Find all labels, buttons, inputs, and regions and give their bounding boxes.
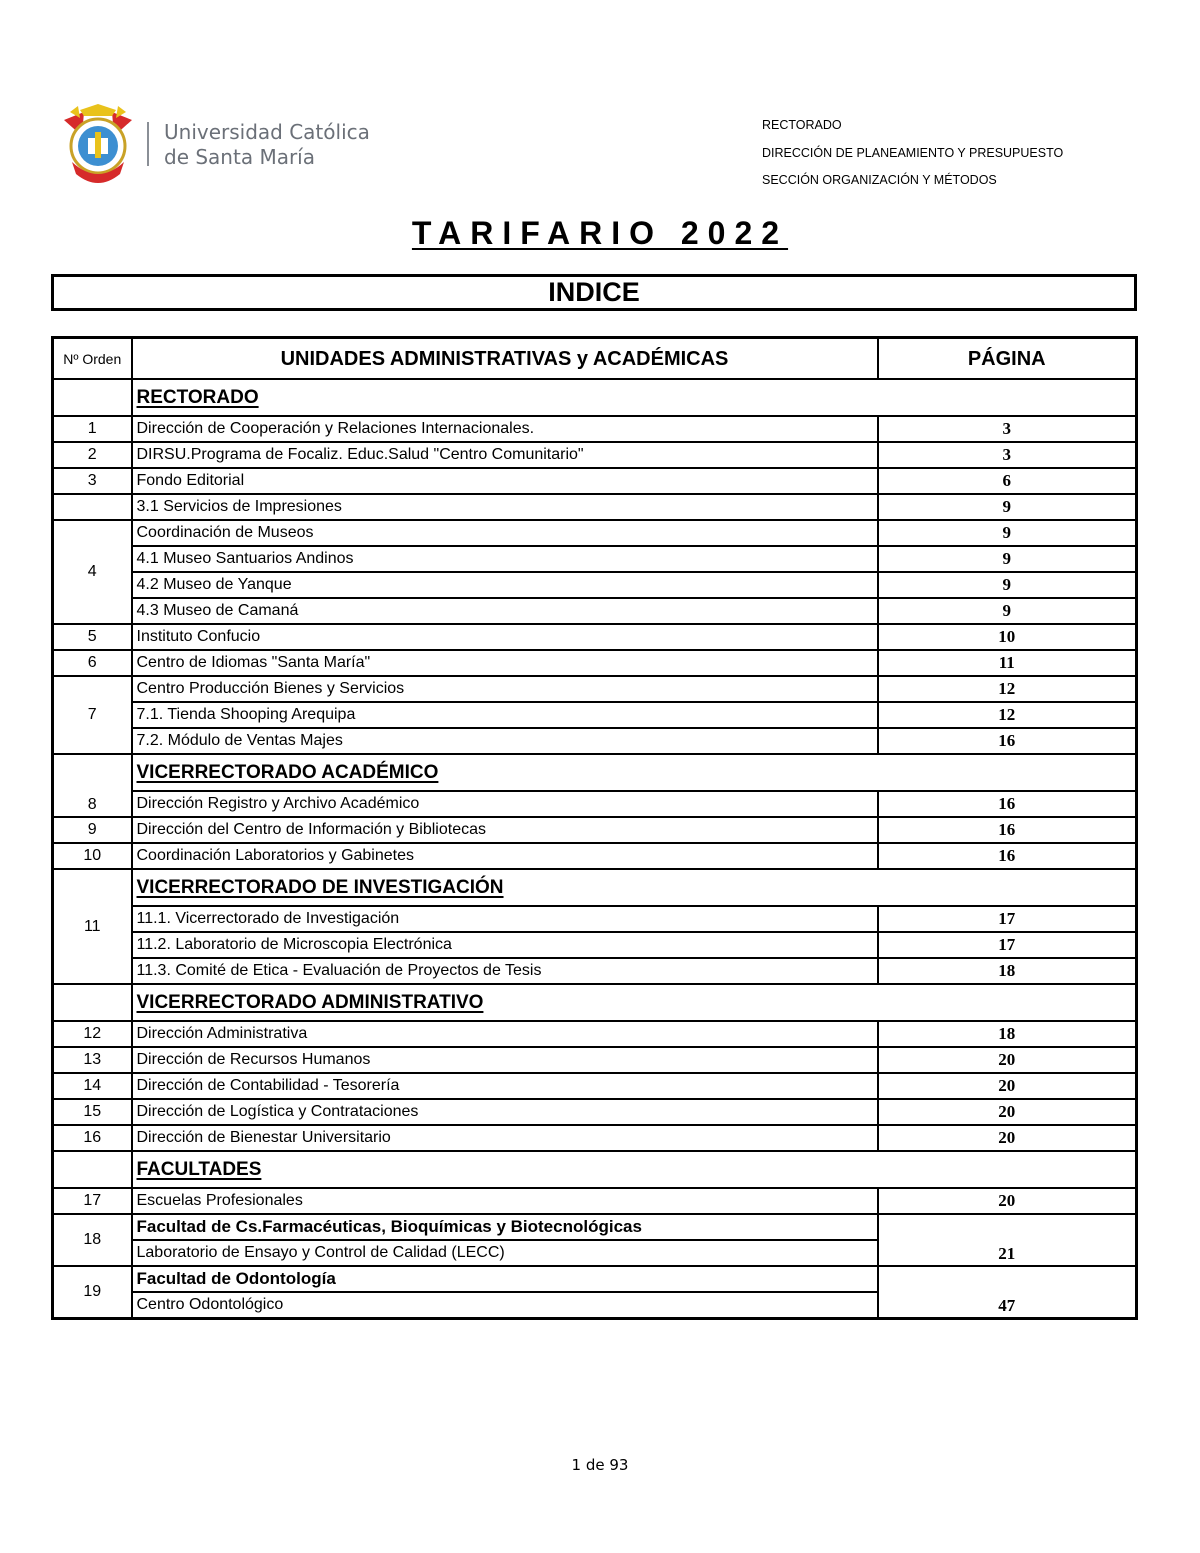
table-row — [53, 817, 1137, 843]
row-label: Centro Producción Bienes y Servicios — [132, 676, 878, 702]
row-page: 17 — [878, 932, 1137, 958]
row-page: 20 — [878, 1188, 1137, 1214]
table-row — [53, 1021, 1137, 1047]
table-row — [53, 494, 1137, 520]
row-page: 20 — [878, 1125, 1137, 1151]
table-row — [53, 676, 1137, 702]
row-num: 15 — [53, 1099, 132, 1125]
row-page: 21 — [878, 1214, 1137, 1266]
document-title-text: TARIFARIO 2022 — [411, 215, 789, 251]
table-row — [53, 1188, 1137, 1214]
table-row — [53, 843, 1137, 869]
row-label: 7.1. Tienda Shooping Arequipa — [132, 702, 878, 728]
section-row — [53, 379, 1137, 416]
row-num: 5 — [53, 624, 132, 650]
table-row — [53, 468, 1137, 494]
row-label: Dirección Registro y Archivo Académico — [132, 791, 878, 817]
university-name-line2: de Santa María — [164, 145, 315, 169]
table-row — [53, 958, 1137, 984]
row-label: Coordinación Laboratorios y Gabinetes — [132, 843, 878, 869]
section-row — [53, 754, 1137, 791]
row-page: 18 — [878, 1021, 1137, 1047]
row-page: 3 — [878, 442, 1137, 468]
row-page: 16 — [878, 791, 1137, 817]
row-page: 20 — [878, 1073, 1137, 1099]
header-line-direccion: DIRECCIÓN DE PLANEAMIENTO Y PRESUPUESTO — [762, 145, 1064, 160]
row-page: 18 — [878, 958, 1137, 984]
header-department-block — [762, 112, 1063, 195]
row-label: Dirección de Logística y Contrataciones — [132, 1099, 878, 1125]
row-label: Escuelas Profesionales — [132, 1188, 878, 1214]
row-page: 47 — [878, 1266, 1137, 1319]
table-row — [53, 442, 1137, 468]
index-table — [51, 336, 1138, 1320]
page-number: 1 de 93 — [571, 1456, 629, 1474]
row-num — [53, 494, 132, 520]
row-label: 11.2. Laboratorio de Microscopia Electrónica — [132, 932, 878, 958]
row-num: 2 — [53, 442, 132, 468]
row-num: 4 — [53, 520, 132, 624]
table-row — [53, 572, 1137, 598]
header-unit: UNIDADES ADMINISTRATIVAS y ACADÉMICAS — [132, 338, 878, 380]
table-row — [53, 906, 1137, 932]
row-label: 4.1 Museo Santuarios Andinos — [132, 546, 878, 572]
header-num: Nº Orden — [53, 338, 132, 380]
faculty-title: Facultad de Odontología — [132, 1266, 878, 1292]
row-label: Coordinación de Museos — [132, 520, 878, 546]
row-num: 13 — [53, 1047, 132, 1073]
row-page: 9 — [878, 598, 1137, 624]
row-num: 14 — [53, 1073, 132, 1099]
row-page: 20 — [878, 1099, 1137, 1125]
row-page: 6 — [878, 468, 1137, 494]
university-crest-icon — [58, 102, 138, 188]
row-num: 19 — [53, 1266, 132, 1319]
row-label: Instituto Confucio — [132, 624, 878, 650]
row-page: 3 — [878, 416, 1137, 442]
row-label: 4.3 Museo de Camaná — [132, 598, 878, 624]
row-num: 16 — [53, 1125, 132, 1151]
university-logo — [58, 102, 398, 188]
row-label: Dirección de Contabilidad - Tesorería — [132, 1073, 878, 1099]
row-page: 20 — [878, 1047, 1137, 1073]
section-title: VICERRECTORADO DE INVESTIGACIÓN — [132, 869, 1137, 906]
table-row — [53, 1073, 1137, 1099]
row-page: 9 — [878, 546, 1137, 572]
table-row — [53, 416, 1137, 442]
header-line-rectorado: RECTORADO — [762, 118, 842, 132]
table-row — [53, 728, 1137, 754]
table-row — [53, 932, 1137, 958]
section-row — [53, 984, 1137, 1021]
section-title: VICERRECTORADO ACADÉMICO — [132, 754, 1137, 791]
row-label: 4.2 Museo de Yanque — [132, 572, 878, 598]
row-label: Dirección de Cooperación y Relaciones Internacionales. — [132, 416, 878, 442]
row-num: 17 — [53, 1188, 132, 1214]
row-num: 11 — [53, 869, 132, 984]
row-label: Fondo Editorial — [132, 468, 878, 494]
table-row — [53, 598, 1137, 624]
row-label: 11.1. Vicerrectorado de Investigación — [132, 906, 878, 932]
table-row — [53, 520, 1137, 546]
header-line-seccion: SECCIÓN ORGANIZACIÓN Y MÉTODOS — [762, 173, 997, 187]
row-label: Dirección de Recursos Humanos — [132, 1047, 878, 1073]
row-page: 12 — [878, 676, 1137, 702]
row-page: 17 — [878, 906, 1137, 932]
row-page: 16 — [878, 817, 1137, 843]
section-title: FACULTADES — [132, 1151, 1137, 1188]
row-num: 10 — [53, 843, 132, 869]
row-num: 3 — [53, 468, 132, 494]
table-row — [53, 702, 1137, 728]
row-num: 1 — [53, 416, 132, 442]
table-row — [53, 791, 1137, 817]
table-row — [53, 1047, 1137, 1073]
table-row — [53, 1214, 1137, 1240]
logo-separator — [147, 122, 149, 166]
row-label: 11.3. Comité de Etica - Evaluación de Proyectos de Tesis — [132, 958, 878, 984]
row-num: 9 — [53, 817, 132, 843]
table-row — [53, 1266, 1137, 1292]
row-label: Centro de Idiomas "Santa María" — [132, 650, 878, 676]
row-page: 10 — [878, 624, 1137, 650]
row-page: 16 — [878, 843, 1137, 869]
section-title: RECTORADO — [132, 379, 1137, 416]
row-num: 7 — [53, 676, 132, 754]
row-page: 11 — [878, 650, 1137, 676]
table-row — [53, 650, 1137, 676]
row-label: DIRSU.Programa de Focaliz. Educ.Salud "Centro Comunitario" — [132, 442, 878, 468]
row-page: 9 — [878, 572, 1137, 598]
row-page: 16 — [878, 728, 1137, 754]
university-name-line1: Universidad Católica — [164, 120, 370, 144]
row-label: Dirección Administrativa — [132, 1021, 878, 1047]
row-label: 3.1 Servicios de Impresiones — [132, 494, 878, 520]
row-label: Dirección del Centro de Información y Bibliotecas — [132, 817, 878, 843]
section-row — [53, 1151, 1137, 1188]
index-heading: INDICE — [51, 274, 1137, 311]
row-num: 12 — [53, 1021, 132, 1047]
row-page: 9 — [878, 494, 1137, 520]
row-label: Centro Odontológico — [132, 1292, 878, 1319]
row-label: 7.2. Módulo de Ventas Majes — [132, 728, 878, 754]
row-label: Dirección de Bienestar Universitario — [132, 1125, 878, 1151]
row-num: 18 — [53, 1214, 132, 1266]
table-row — [53, 624, 1137, 650]
table-row — [53, 1125, 1137, 1151]
row-num: 8 — [53, 754, 132, 817]
row-page: 12 — [878, 702, 1137, 728]
section-row — [53, 869, 1137, 906]
document-title — [0, 215, 1200, 252]
table-row — [53, 546, 1137, 572]
header-page: PÁGINA — [878, 338, 1137, 380]
faculty-title: Facultad de Cs.Farmacéuticas, Bioquímicas y Biotecnológicas — [132, 1214, 878, 1240]
section-title: VICERRECTORADO ADMINISTRATIVO — [132, 984, 1137, 1021]
row-page: 9 — [878, 520, 1137, 546]
table-row — [53, 1099, 1137, 1125]
row-label: Laboratorio de Ensayo y Control de Calidad (LECC) — [132, 1240, 878, 1266]
row-num: 6 — [53, 650, 132, 676]
table-header-row — [53, 338, 1137, 380]
